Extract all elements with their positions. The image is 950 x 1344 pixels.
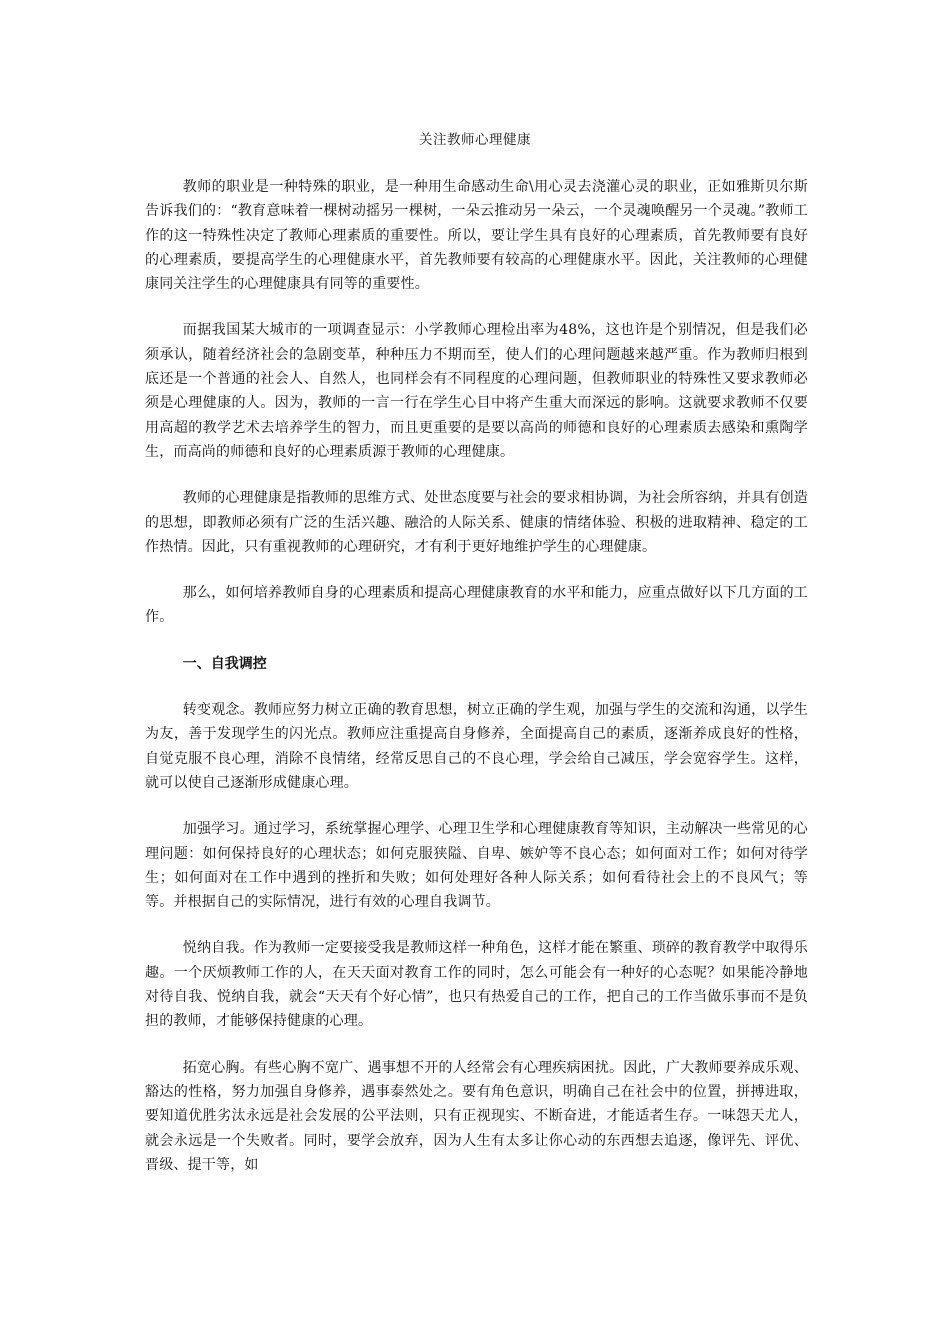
paragraph-survey: 而据我国某大城市的一项调查显示：小学教师心理检出率为48%，这也许是个别情况，但是我们必须承认，随着经济社会的急剧变革，种种压力不期而至，使人们的心理问题越来越严重。作为教师归根到底还是一个普通的社会人、自然人，也同样会有不同程度的心理问题，但教师职业的特殊性又要求教师必须是心理健康的人。因为，教师的一言一行在学生心目中将产生重大而深远的影响。这就要求教师不仅要用高超的教学艺术去培养学生的智力，而且更重要的是要以高尚的师德和良好的心理素质去感染和熏陶学生，而高尚的师德和良好的心理素质源于教师的心理健康。 (145, 322, 808, 460)
section-heading: 一、自我调控 (182, 655, 267, 672)
paragraph-definition: 教师的心理健康是指教师的思维方式、处世态度要与社会的要求相协调，为社会所容纳，并具有创造的思想，即教师必须有广泛的生活兴趣、融洽的人际关系、健康的情绪体验、积极的进取精神、稳定的工作热情。因此，只有重视教师的心理研究，才有利于更好地维护学生的心理健康。 (145, 490, 808, 555)
document-body (145, 175, 808, 1199)
paragraph-broaden-mind: 拓宽心胸。有些心胸不宽广、遇事想不开的人经常会有心理疾病困扰。因此，广大教师要养成乐观、豁达的性格，努力加强自身修养，遇事泰然处之。要有角色意识，明确自己在社会中的位置，拼搏进取，要知道优胜劣汰永远是社会发展的公平法则，只有正视现实、不断奋进，才能适者生存。一味怨天尤人，就会永远是一个失败者。同时，要学会放弃，因为人生有太多让你心动的东西想去追逐，像评先、评优、晋级、提干等，如 (145, 1059, 808, 1173)
paragraph-change-mindset: 转变观念。教师应努力树立正确的教育思想，树立正确的学生观，加强与学生的交流和沟通，以学生为友，善于发现学生的闪光点。教师应注重提高自身修养，全面提高自己的素质，逐渐养成良好的性格，自觉克服不良心理，消除不良情绪，经常反思自己的不良心理，学会给自己减压，学会宽容学生。这样，就可以使自己逐渐形成健康心理。 (145, 702, 808, 791)
paragraph-accept-self: 悦纳自我。作为教师一定要接受我是教师这样一种角色，这样才能在繁重、琐碎的教育教学中取得乐趣。一个厌烦教师工作的人，在天天面对教育工作的同时，怎么可能会有一种好的心态呢？如果能冷静地对待自我、悦纳自我，就会“天天有个好心情”，也只有热爱自己的工作，把自己的工作当做乐事而不是负担的教师，才能够保持健康的心理。 (145, 940, 808, 1030)
paragraph-transition: 那么，如何培养教师自身的心理素质和提高心理健康教育的水平和能力，应重点做好以下几方面的工作。 (145, 585, 808, 626)
document-title: 关注教师心理健康 (419, 132, 531, 148)
paragraph-intro: 教师的职业是一种特殊的职业，是一种用生命感动生命\用心灵去浇灌心灵的职业，正如雅斯贝尔斯告诉我们的：“教育意味着一棵树动摇另一棵树，一朵云推动另一朵云，一个灵魂唤醒另一个灵魂。”教师工作的这一特殊性决定了教师心理素质的重要性。所以，要让学生具有良好的心理素质，首先教师要有良好的心理素质，要提高学生的心理健康水平，首先教师要有较高的心理健康水平。因此，关注教师的心理健康同关注学生的心理健康具有同等的重要性。 (145, 179, 808, 293)
paragraph-study: 加强学习。通过学习，系统掌握心理学、心理卫生学和心理健康教育等知识，主动解决一些常见的心理问题：如何保持良好的心理状态；如何克服狭隘、自卑、嫉妒等不良心态；如何面对工作；如何对待学生；如何面对在工作中遇到的挫折和失败；如何处理好各种人际关系；如何看待社会上的不良风气；等等。并根据自己的实际情况，进行有效的心理自我调节。 (145, 821, 808, 911)
